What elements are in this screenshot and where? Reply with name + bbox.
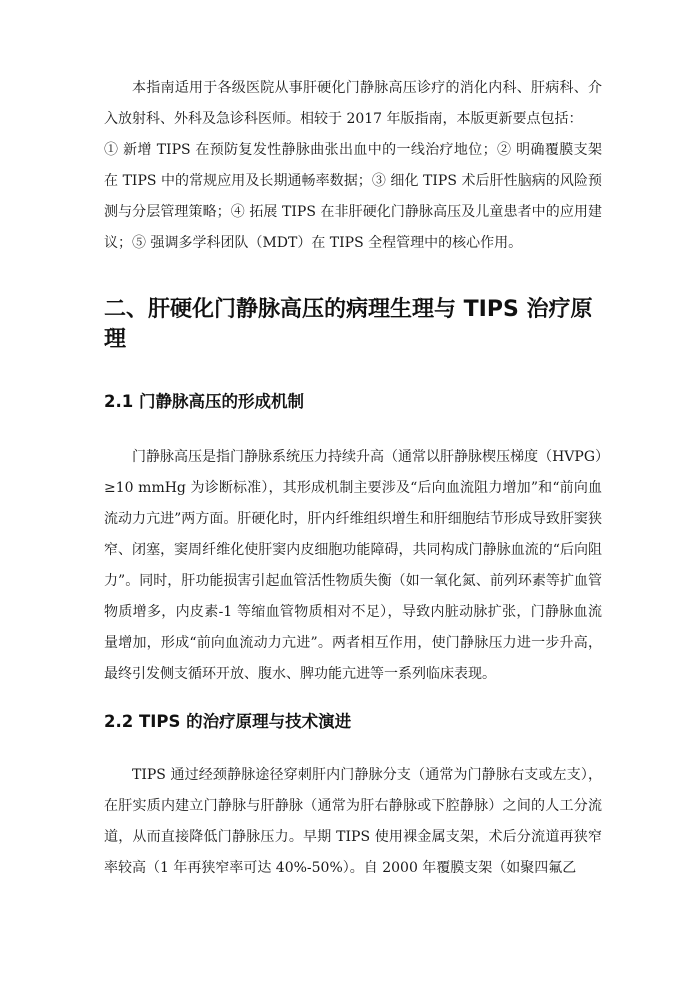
- subsection-heading-2-2: 2.2 TIPS 的治疗原理与技术演进: [104, 712, 352, 731]
- update-points-paragraph: ① 新增 TIPS 在预防复发性静脉曲张出血中的一线治疗地位；② 明确覆膜支架在 TIPS 中的常规应用及长期通畅率数据；③ 细化 TIPS 术后肝性脑病的风险预测与分层管理策略；④ 拓展 TIPS 在非肝硬化门静脉高压及儿童患者中的应用建议；⑤ 强调多学科团队（MDT）在 TIPS 全程管理中的核心作用。: [104, 142, 602, 251]
- section-heading: 二、肝硬化门静脉高压的病理生理与 TIPS 治疗原理: [104, 297, 593, 352]
- subsection-heading-2-1: 2.1 门静脉高压的形成机制: [104, 392, 304, 411]
- intro-paragraph: 本指南适用于各级医院从事肝硬化门静脉高压诊疗的消化内科、肝病科、介入放射科、外科及急诊科医师。相较于 2017 年版指南，本版更新要点包括：: [104, 80, 602, 127]
- tips-principle-paragraph: TIPS 通过经颈静脉途径穿刺肝内门静脉分支（通常为门静脉右支或左支），在肝实质内建立门静脉与肝静脉（通常为肝右静脉或下腔静脉）之间的人工分流道，从而直接降低门静脉压力。早期 TIPS 使用裸金属支架，术后分流道再狭窄率较高（1 年再狭窄率可达 40%-50%）。自 2000 年覆膜支架（如聚四氟乙: [104, 767, 602, 876]
- portal-hypertension-mechanism-paragraph: 门静脉高压是指门静脉系统压力持续升高（通常以肝静脉楔压梯度（HVPG）≥10 mmHg 为诊断标准），其形成机制主要涉及“后向血流阻力增加”和“前向血流动力亢进”两方面。肝硬化时，肝内纤维组织增生和肝细胞结节形成导致肝窦狭窄、闭塞，窦周纤维化使肝窦内皮细胞功能障碍，共同构成门静脉血流的“后向阻力”。同时，肝功能损害引起血管活性物质失衡（如一氧化氮、前列环素等扩血管物质增多，内皮素-1 等缩血管物质相对不足），导致内脏动脉扩张，门静脉血流量增加，形成“前向血流动力亢进”。两者相互作用，使门静脉压力进一步升高，最终引发侧支循环开放、腹水、脾功能亢进等一系列临床表现。: [104, 449, 602, 682]
